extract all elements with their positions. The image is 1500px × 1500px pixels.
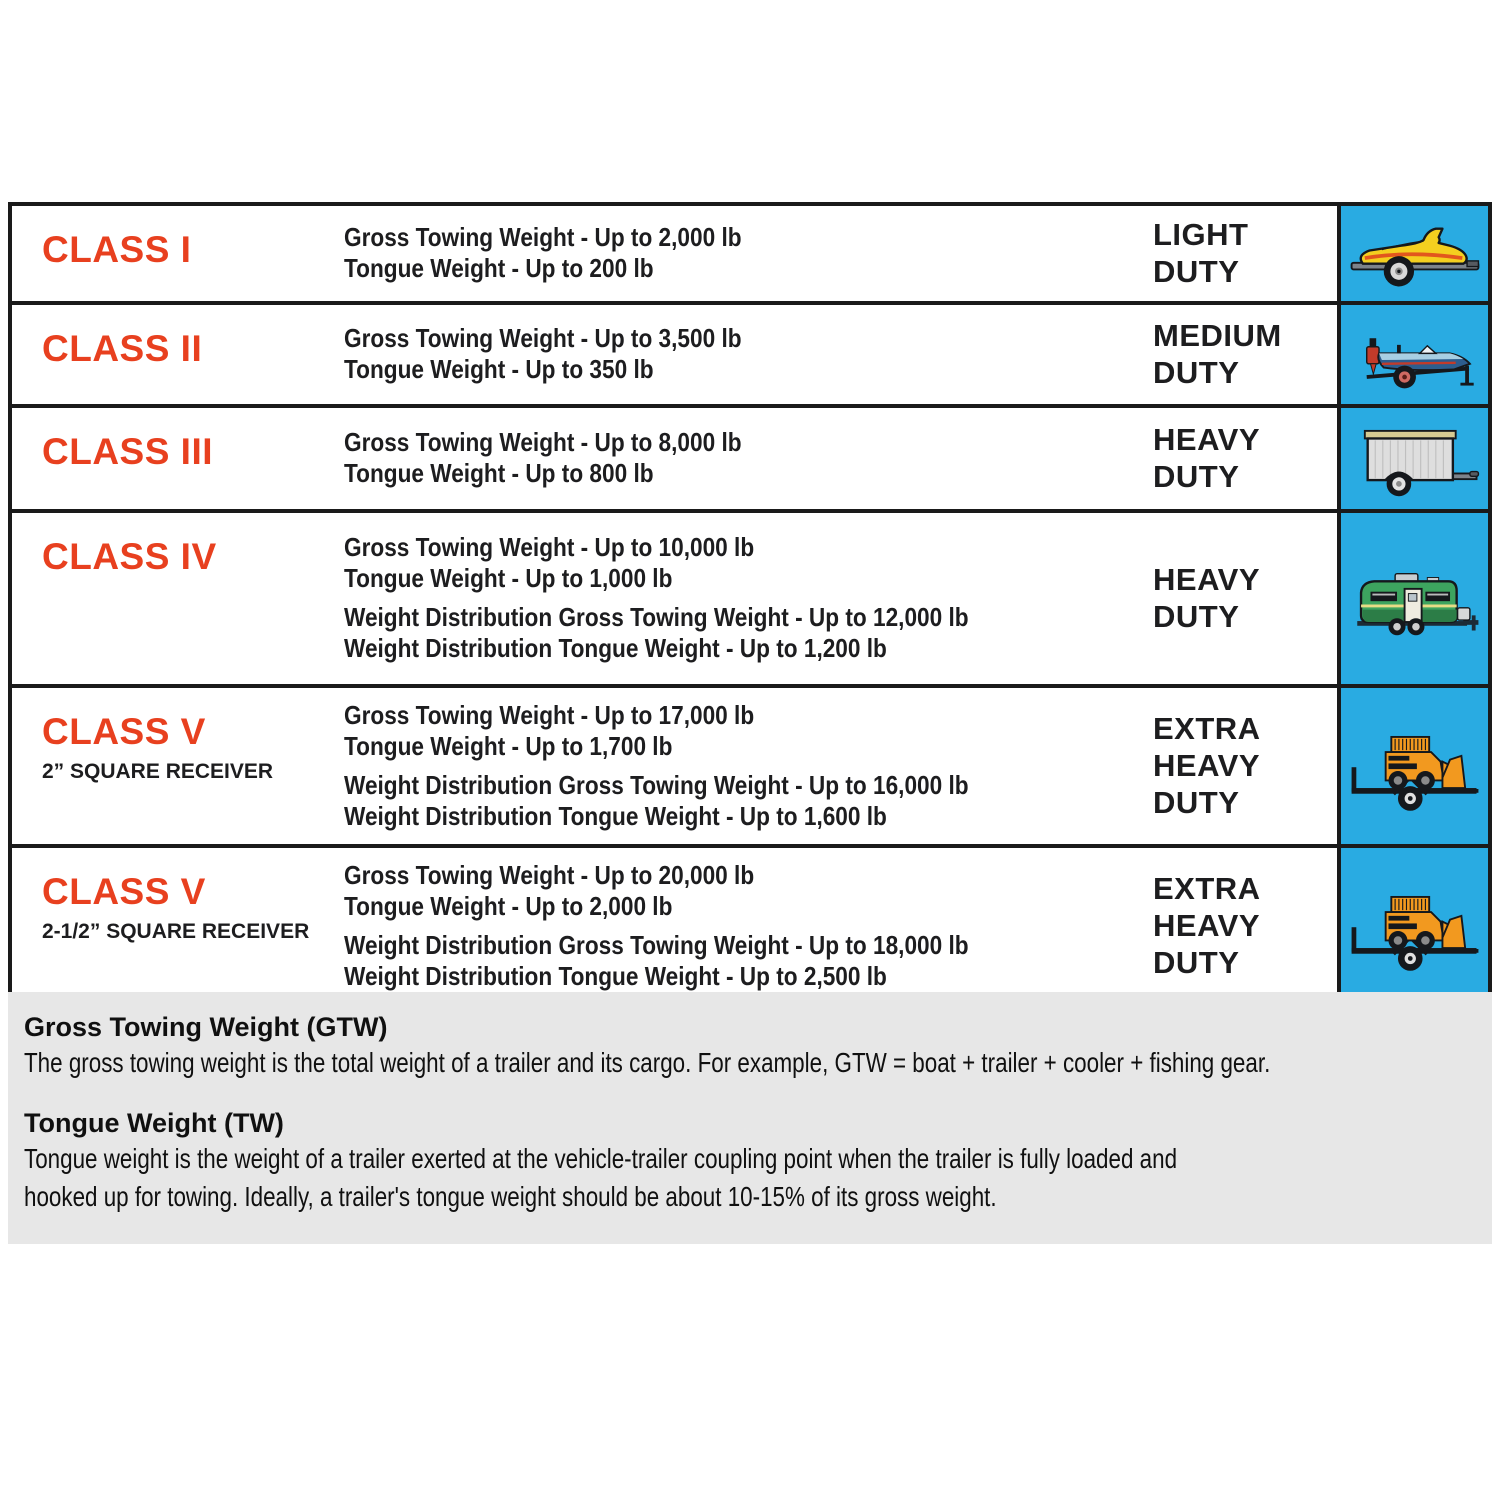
duty-cell (1139, 408, 1337, 509)
class-cell (12, 408, 344, 509)
spec-line: Gross Towing Weight - Up to 2,000 lb (344, 222, 742, 253)
jet-ski-trailer-icon (1344, 206, 1486, 301)
spec-line: Gross Towing Weight - Up to 3,500 lb (344, 323, 742, 354)
specs-cell (344, 305, 1139, 404)
duty-label: DUTY (1153, 459, 1240, 495)
specs-cell (344, 848, 1139, 1004)
icon-cell (1337, 688, 1488, 844)
spec-line: Gross Towing Weight - Up to 17,000 lb (344, 699, 755, 730)
duty-label: DUTY (1153, 945, 1240, 981)
class-cell (12, 206, 344, 301)
duty-label: HEAVY (1153, 562, 1261, 598)
duty-label: EXTRA (1153, 711, 1261, 747)
duty-label: HEAVY (1153, 748, 1261, 784)
gtw-text-line: The gross towing weight is the total weight of a trailer and its cargo. For example, GTW = boat + trailer + cooler + fishing gear. (24, 1047, 1271, 1078)
skid-steer-trailer-icon (1344, 878, 1486, 973)
icon-cell (1337, 408, 1488, 509)
specs-cell (344, 513, 1139, 684)
table-row (12, 848, 1488, 1004)
spec-line: Tongue Weight - Up to 200 lb (344, 253, 654, 284)
spec-line: Gross Towing Weight - Up to 10,000 lb (344, 532, 755, 563)
specs-cell (344, 206, 1139, 301)
class-label: CLASS III (42, 430, 214, 472)
duty-cell (1139, 206, 1337, 301)
class-sub-label: 2” SQUARE RECEIVER (42, 759, 274, 783)
spec-line: Tongue Weight - Up to 800 lb (344, 458, 654, 489)
class-label: CLASS II (42, 327, 203, 369)
spec-line: Tongue Weight - Up to 2,000 lb (344, 890, 673, 921)
duty-label: DUTY (1153, 254, 1240, 290)
cargo-trailer-icon (1344, 411, 1486, 506)
boat-trailer-icon (1344, 307, 1486, 402)
icon-cell (1337, 848, 1488, 1004)
towing-class-table (8, 202, 1492, 1008)
class-cell (12, 688, 344, 844)
class-cell (12, 848, 344, 1004)
spec-line: Weight Distribution Tongue Weight - Up to 1,600 lb (344, 800, 887, 831)
tw-heading: Tongue Weight (TW) (24, 1108, 284, 1138)
spec-line: Weight Distribution Gross Towing Weight - Up to 18,000 lb (344, 929, 969, 960)
duty-cell (1139, 688, 1337, 844)
duty-label: LIGHT (1153, 217, 1249, 253)
spec-line: Tongue Weight - Up to 350 lb (344, 354, 654, 385)
table-row (12, 688, 1488, 848)
duty-label: HEAVY (1153, 908, 1261, 944)
duty-label: MEDIUM (1153, 318, 1282, 354)
duty-cell (1139, 305, 1337, 404)
spec-line: Weight Distribution Tongue Weight - Up to 2,500 lb (344, 960, 887, 991)
duty-label: DUTY (1153, 599, 1240, 635)
spec-line: Weight Distribution Gross Towing Weight - Up to 16,000 lb (344, 769, 969, 800)
duty-label: HEAVY (1153, 422, 1261, 458)
duty-cell (1139, 513, 1337, 684)
specs-cell (344, 688, 1139, 844)
definitions-block (8, 992, 1492, 1244)
tw-text (24, 1140, 1476, 1216)
spec-line: Tongue Weight - Up to 1,700 lb (344, 730, 673, 761)
class-label: CLASS IV (42, 535, 217, 577)
class-sub-label: 2-1/2” SQUARE RECEIVER (42, 919, 310, 943)
duty-label: DUTY (1153, 785, 1240, 821)
table-row (12, 305, 1488, 408)
duty-label: EXTRA (1153, 871, 1261, 907)
gtw-heading: Gross Towing Weight (GTW) (24, 1012, 388, 1042)
spec-line: Gross Towing Weight - Up to 20,000 lb (344, 859, 755, 890)
table-row (12, 206, 1488, 305)
class-label: CLASS I (42, 229, 192, 270)
gtw-text (24, 1044, 1476, 1082)
tw-text-line: Tongue weight is the weight of a trailer exerted at the vehicle-trailer coupling point when the trailer is fully loaded and (24, 1143, 1178, 1174)
icon-cell (1337, 305, 1488, 404)
spec-line: Gross Towing Weight - Up to 8,000 lb (344, 427, 742, 458)
class-cell (12, 513, 344, 684)
spec-line: Weight Distribution Gross Towing Weight - Up to 12,000 lb (344, 602, 969, 633)
spec-line: Weight Distribution Tongue Weight - Up to 1,200 lb (344, 633, 887, 664)
tw-text-line: hooked up for towing. Ideally, a trailer's tongue weight should be about 10-15% of its gross weight. (24, 1181, 997, 1212)
class-label: CLASS V (42, 710, 206, 752)
class-label: CLASS V (42, 870, 206, 912)
class-cell (12, 305, 344, 404)
specs-cell (344, 408, 1139, 509)
icon-cell (1337, 206, 1488, 301)
spec-line: Tongue Weight - Up to 1,000 lb (344, 563, 673, 594)
table-row (12, 408, 1488, 513)
duty-label: DUTY (1153, 355, 1240, 391)
camper-trailer-icon (1344, 551, 1486, 646)
duty-cell (1139, 848, 1337, 1004)
skid-steer-trailer-icon (1344, 718, 1486, 813)
icon-cell (1337, 513, 1488, 684)
table-row (12, 513, 1488, 688)
